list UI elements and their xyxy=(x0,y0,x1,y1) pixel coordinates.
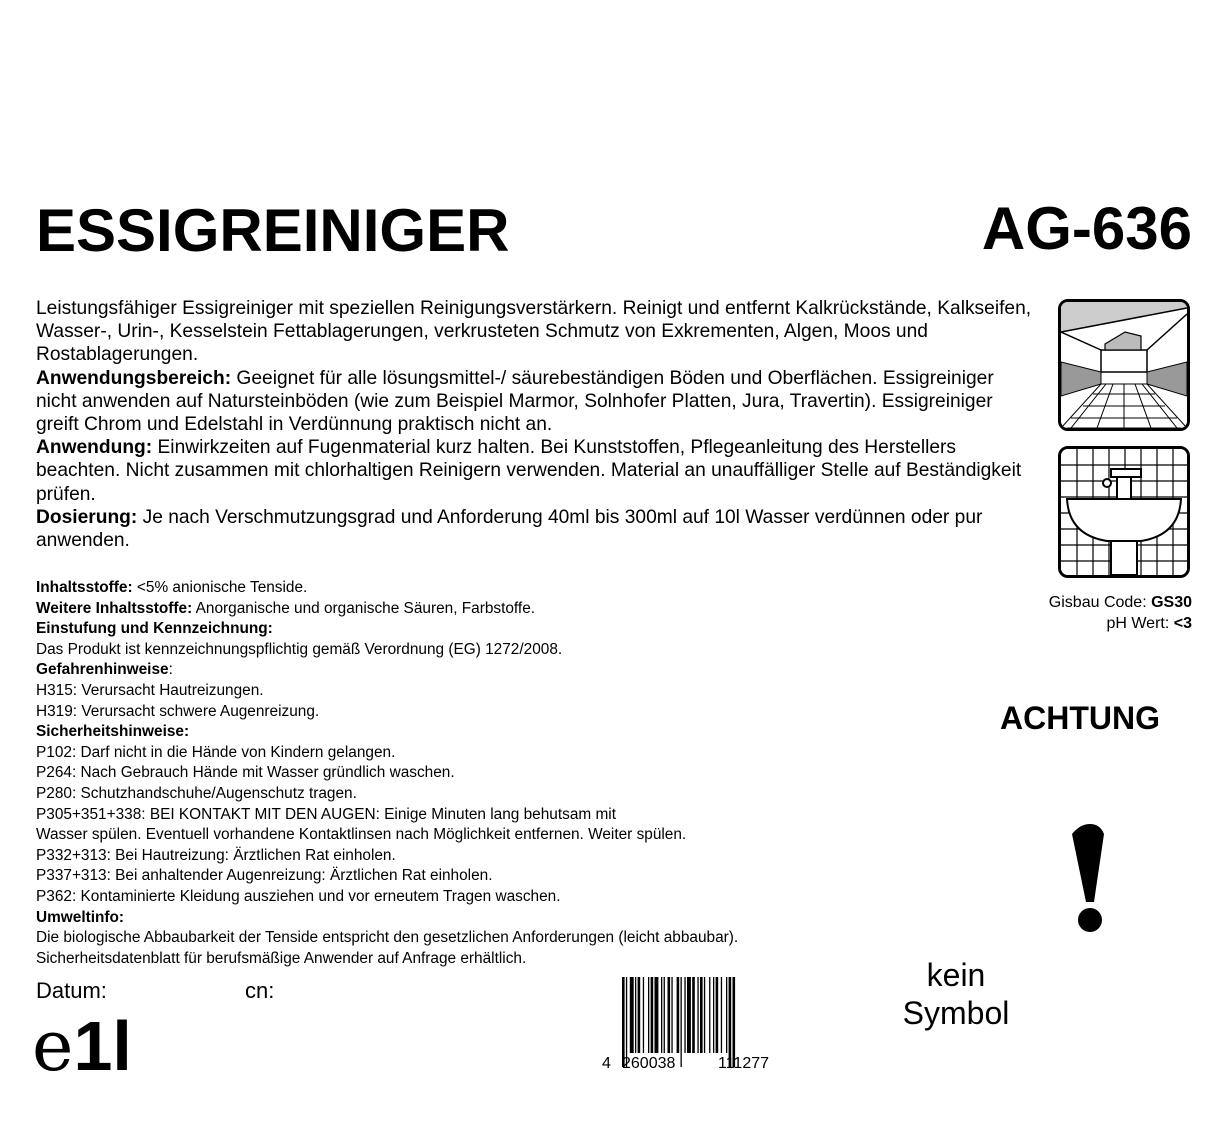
barcode-bar xyxy=(681,977,682,1067)
safety-p337: P337+313: Bei anhaltender Augenreizung: Ärztlichen Rat einholen. xyxy=(36,867,493,885)
more-ingredients-text: Anorganische und organische Säuren, Farbstoffe. xyxy=(192,599,536,617)
barcode-bar xyxy=(635,977,636,1053)
barcode-bar xyxy=(687,977,691,1053)
barcode-bar xyxy=(622,977,625,1067)
barcode-bar xyxy=(648,977,649,1053)
safety-p264: P264: Nach Gebrauch Hände mit Wasser gründlich waschen. xyxy=(36,764,455,782)
safety-p332: P332+313: Bei Hautreizung: Ärztlichen Rat einholen. xyxy=(36,846,396,864)
safety-p102: P102: Darf nicht in die Hände von Kindern gelangen. xyxy=(36,743,396,761)
barcode-bar xyxy=(651,977,654,1053)
barcode-digits-right: 111277 xyxy=(718,1055,770,1072)
dosage-label: Dosierung: xyxy=(36,506,138,528)
ph-label: pH Wert: xyxy=(1106,614,1174,632)
usage xyxy=(36,436,1036,506)
no-symbol-line2: Symbol xyxy=(902,995,1010,1031)
more-ingredients-label: Weitere Inhaltsstoffe: xyxy=(36,599,193,617)
barcode-bar xyxy=(697,977,698,1053)
usage-label: Anwendung: xyxy=(36,437,153,459)
ph-number: <3 xyxy=(1173,614,1192,632)
safety-heading xyxy=(36,722,896,743)
ingredients-text: <5% anionische Tenside. xyxy=(132,579,308,596)
barcode-bar xyxy=(713,977,714,1053)
signal-word: ACHTUNG xyxy=(1000,700,1160,736)
hazard-label: Gefahrenhinweise xyxy=(36,661,169,679)
barcode-bar xyxy=(729,977,732,1067)
barcode-bar xyxy=(692,977,695,1053)
classification-text: Das Produkt ist kennzeichnungspflichtig gemäß Verordnung (EG) 1272/2008. xyxy=(36,640,563,658)
barcode-bar xyxy=(733,977,736,1067)
barcode-bar xyxy=(661,977,662,1053)
gisbau-info xyxy=(1049,593,1192,634)
barcode-bar xyxy=(704,977,705,1053)
hazard-h315: H315: Verursacht Hautreizungen. xyxy=(36,681,264,699)
gisbau-value: GS30 xyxy=(1151,594,1192,611)
date-label: Datum: xyxy=(36,978,107,1003)
application-area xyxy=(36,367,1036,437)
no-symbol-text xyxy=(888,956,1024,1032)
safety-p280: P280: Schutzhandschuhe/Augenschutz tragen. xyxy=(36,784,357,802)
volume-value: 1l xyxy=(73,1007,132,1085)
barcode-bar xyxy=(630,977,634,1053)
hazard-heading xyxy=(36,660,896,681)
product-title: ESSIGREINIGER xyxy=(36,197,510,264)
application-area-label: Anwendungsbereich: xyxy=(36,367,232,389)
estimated-sign: e xyxy=(32,1005,74,1087)
gisbau-label: Gisbau Code: xyxy=(1048,594,1152,611)
barcode-bar xyxy=(655,977,659,1053)
barcode-bar xyxy=(638,977,641,1053)
description-intro: Leistungsfähiger Essigreiniger mit speziellen Reinigungsverstärkern. Reinigt und entfernt Kalkrückstände, Kalkseifen, Wasser-, Urin-, Kesselstein Fettablagerungen, verkrusteten Schmutz von Exkrementen, Algen, Moos und Rostablagerungen. xyxy=(36,298,1032,366)
kitchen-floor-icon xyxy=(1058,299,1190,431)
safety-p362: P362: Kontaminierte Kleidung ausziehen und vor erneutem Tragen waschen. xyxy=(36,887,561,905)
barcode-bar xyxy=(677,977,680,1053)
barcode-bar xyxy=(671,977,672,1053)
gisbau-code xyxy=(1049,593,1192,614)
hazard-h319: H319: Verursacht schwere Augenreizung. xyxy=(36,702,320,720)
hazard-colon: : xyxy=(168,661,173,679)
barcode-bar xyxy=(643,977,644,1053)
ph-value xyxy=(1049,614,1192,635)
barcode-bar xyxy=(684,977,685,1053)
barcode-bar xyxy=(709,977,710,1053)
environment-heading xyxy=(36,908,896,929)
exclamation-icon xyxy=(1060,820,1120,940)
ingredients-label: Inhaltsstoffe: xyxy=(36,579,133,596)
barcode-bar xyxy=(700,977,703,1053)
ingredients xyxy=(36,578,896,599)
classification-heading: Einstufung und Kennzeichnung: xyxy=(36,620,273,638)
safety-p305: P305+351+338: BEI KONTAKT MIT DEN AUGEN: Einige Minuten lang behutsam mit xyxy=(36,805,616,823)
barcode-bar xyxy=(626,977,627,1067)
barcode-bar xyxy=(726,977,727,1053)
safety-label: Sicherheitshinweise: xyxy=(36,723,190,741)
barcode-digit-left: 4 xyxy=(602,1055,611,1072)
classification-label xyxy=(36,619,896,640)
washbasin-icon xyxy=(1058,446,1190,578)
barcode-digits-mid: 260038 xyxy=(622,1055,676,1072)
volume-mark xyxy=(32,1006,132,1086)
usage-text: Einwirkzeiten auf Fugenmaterial kurz halten. Bei Kunststoffen, Pflegeanleitung des Herstellers beachten. Nicht zusammen mit chlorhaltigen Reinigern verwenden. Material an unauffälliger Stelle auf Beständigkeit prüfen. xyxy=(36,437,1022,505)
environment-label: Umweltinfo: xyxy=(36,908,125,926)
cn-label: cn: xyxy=(245,978,275,1003)
more-ingredients xyxy=(36,599,896,620)
barcode-bar xyxy=(668,977,671,1053)
product-code: AG-636 xyxy=(981,195,1192,262)
barcode-bar xyxy=(664,977,665,1053)
barcode-bar xyxy=(721,977,722,1053)
barcode-icon xyxy=(600,975,800,1075)
environment-text-2: Sicherheitsdatenblatt für berufsmäßige Anwender auf Anfrage erhältlich. xyxy=(36,949,527,967)
safety-p305-cont: Wasser spülen. Eventuell vorhandene Kontaktlinsen nach Möglichkeit entfernen. Weiter spülen. xyxy=(36,826,687,844)
no-symbol-line1: kein xyxy=(926,957,986,993)
safety-details xyxy=(36,578,896,969)
dosage-text: Je nach Verschmutzungsgrad und Anforderung 40ml bis 300ml auf 10l Wasser verdünnen oder pur anwenden. xyxy=(36,506,983,552)
dosage xyxy=(36,506,1036,552)
application-area-text: Geeignet für alle lösungsmittel-/ säurebeständigen Böden und Oberflächen. Essigreiniger nicht anwenden auf Natursteinböden (wie zum Beispiel Marmor, Solnhofer Platten, Jura, Travertin). Essigreiniger greift Chrom und Edelstahl in Verdünnung praktisch nicht an. xyxy=(36,367,994,436)
product-description xyxy=(36,297,1036,552)
environment-text-1: Die biologische Abbaubarkeit der Tenside entspricht den gesetzlichen Anforderungen (leicht abbaubar). xyxy=(36,929,739,947)
barcode-bar xyxy=(716,977,719,1053)
